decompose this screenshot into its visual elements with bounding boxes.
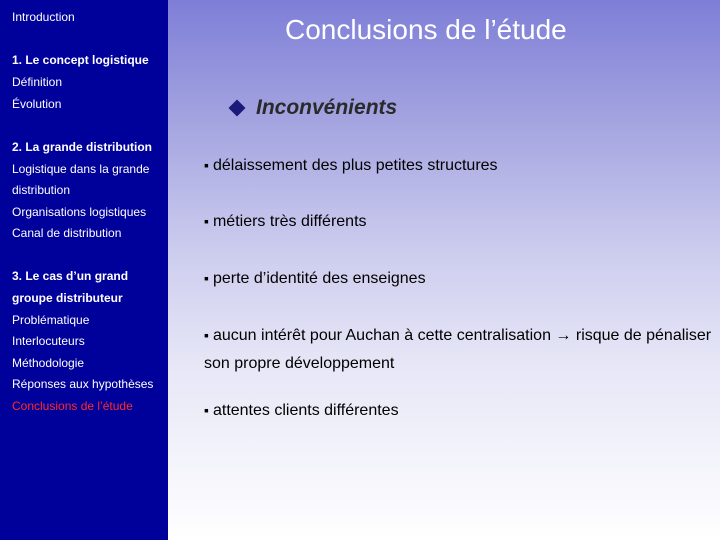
nav-methodologie[interactable]: Méthodologie [12,356,85,370]
bullet-item [204,270,426,288]
bullet-item [204,213,367,231]
nav-section-cas-grand-groupe[interactable]: 3. Le cas d’un grand [12,269,129,283]
bullet-text: délaissement des plus petites structures [212,157,498,174]
nav-conclusions-etude[interactable]: Conclusions de l’étude [12,399,133,413]
nav-introduction[interactable]: Introduction [12,10,75,24]
nav-organisations-logistiques[interactable]: Organisations logistiques [12,205,147,219]
nav-section-grande-distribution[interactable]: 2. La grande distribution [12,140,153,154]
bullet-text: attentes clients différentes [212,402,399,419]
navigation-sidebar [0,0,168,540]
bullet-item [204,402,399,420]
bullet-item [204,157,498,175]
bullet-item [204,321,714,378]
section-heading: Inconvénients [256,96,398,119]
bullet-text: perte d’identité des enseignes [212,270,426,287]
nav-canal-distribution[interactable]: Canal de distribution [12,226,122,240]
bullet-text: aucun intérêt pour Auchan à cette centralisation → risque de pénaliser son propre développement [204,327,712,372]
nav-problematique[interactable]: Problématique [12,313,90,327]
diamond-bullet-icon [229,100,246,117]
nav-section-cas-grand-groupe-cont[interactable]: groupe distributeur [12,291,123,305]
nav-evolution[interactable]: Évolution [12,97,62,111]
slide-title: Conclusions de l’étude [285,14,567,45]
nav-interlocuteurs[interactable]: Interlocuteurs [12,334,85,348]
square-bullet-icon: ▪ [204,213,209,229]
square-bullet-icon: ▪ [204,327,209,343]
bullet-text: métiers très différents [212,213,367,230]
nav-section-concept-logistique[interactable]: 1. Le concept logistique [12,53,149,67]
nav-reponses-hypotheses[interactable]: Réponses aux hypothèses [12,377,154,391]
nav-logistique-grande-distribution[interactable]: Logistique dans la grande [12,162,150,176]
square-bullet-icon: ▪ [204,270,209,286]
square-bullet-icon: ▪ [204,157,209,173]
nav-definition[interactable]: Définition [12,75,63,89]
nav-logistique-grande-distribution-cont[interactable]: distribution [12,183,71,197]
square-bullet-icon: ▪ [204,402,209,418]
